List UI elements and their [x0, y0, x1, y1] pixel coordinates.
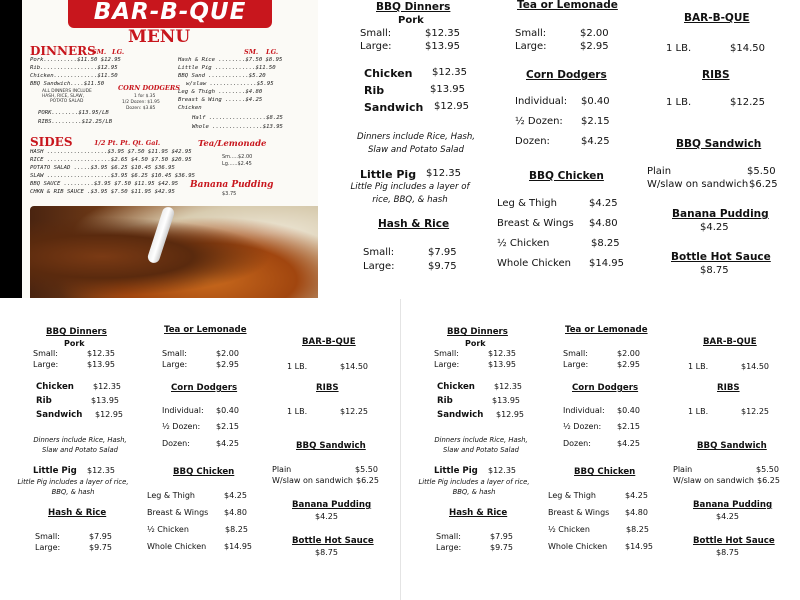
dinner-includes-note: Dinners include Rice, Hash, Slaw and Potato Salad	[434, 436, 528, 454]
sandwich-dinner-price: $12.95	[496, 410, 524, 419]
little-pig-note: Little Pig includes a layer of rice, BBQ, & hash	[17, 478, 129, 496]
board-dinner-line: Rib.................$12.95	[30, 65, 118, 71]
board-side-line: SLAW ...................$3.95 $6.25 $10.45 $36.95	[30, 173, 196, 179]
corn-row-price: $2.15	[216, 422, 239, 431]
rib-dinner-label: Rib	[364, 84, 385, 97]
banana-pudding-price: $4.25	[716, 512, 739, 521]
barbque-price: $14.50	[340, 362, 368, 371]
sandwich-dinner-label: Sandwich	[437, 410, 484, 420]
rib-dinner-price: $13.95	[91, 396, 119, 405]
pork-subtitle: Pork	[465, 339, 486, 348]
little-pig-price: $12.35	[426, 168, 461, 179]
corn-row-label: Dozen:	[515, 136, 550, 147]
chicken-row-price: $14.95	[625, 542, 653, 551]
banana-pudding-title: Banana Pudding	[292, 500, 372, 510]
pork-large-label: Large:	[360, 41, 392, 52]
barbque-weight: 1 LB.	[666, 43, 692, 54]
chicken-row-price: $4.80	[224, 508, 247, 517]
tea-large-label: Large:	[162, 360, 188, 369]
pork-small-label: Small:	[434, 349, 459, 358]
corn-row-price: $4.25	[617, 439, 640, 448]
tea-small-price: $2.00	[580, 28, 609, 39]
chicken-row-price: $4.25	[589, 198, 618, 209]
hash-large-price: $9.75	[89, 543, 112, 552]
hash-small-label: Small:	[35, 532, 60, 541]
ribs-price: $12.25	[741, 407, 769, 416]
little-pig-note: Little Pig includes a layer of rice, BBQ, & hash	[418, 478, 530, 496]
ribs-price: $12.25	[730, 97, 765, 108]
hot-sauce-price: $8.75	[716, 548, 739, 557]
hash-rice-title: Hash & Rice	[48, 508, 107, 518]
corn-row-price: $0.40	[216, 406, 239, 415]
sandwich-plain-label: Plain	[673, 465, 693, 474]
sandwich-plain-price: $5.50	[747, 166, 776, 177]
banana-pudding-title: Banana Pudding	[672, 208, 769, 220]
sandwich-slaw-label: W/slaw on sandwich	[647, 179, 749, 190]
barbque-title: BAR-B-QUE	[684, 12, 750, 24]
corn-row-price: $2.15	[581, 116, 610, 127]
board-banner	[68, 0, 272, 28]
board-sides-heading: SIDES	[30, 135, 73, 149]
pork-large-label: Large:	[434, 360, 460, 369]
chicken-row-price: $8.25	[225, 525, 248, 534]
panel-divider	[400, 299, 401, 600]
tea-small-price: $2.00	[216, 349, 239, 358]
chicken-dinner-price: $12.35	[432, 67, 467, 78]
chicken-dinner-label: Chicken	[364, 67, 413, 80]
barbque-title: BAR-B-QUE	[703, 337, 757, 347]
board-side-line: BBQ SAUCE .........$3.95 $7.50 $11.95 $42.95	[30, 181, 179, 187]
corn-row-label: ½ Dozen:	[515, 116, 563, 127]
tea-title: Tea or Lemonade	[164, 325, 247, 335]
board-side-line: CHKN & RIB SAUCE .$3.95 $7.50 $11.95 $42.95	[30, 189, 175, 195]
board-right-line: Whole ...............$13.95	[192, 124, 283, 130]
board-right-line: Leg & Thigh ........$4.80	[178, 89, 263, 95]
chicken-row-label: ½ Chicken	[497, 238, 550, 249]
sandwich-dinner-price: $12.95	[434, 101, 469, 112]
chicken-row-label: Whole Chicken	[147, 542, 207, 551]
ribs-weight: 1 LB.	[688, 407, 709, 416]
hash-rice-title: Hash & Rice	[449, 508, 508, 518]
board-pork-lb: PORK........$13.95/LB	[38, 110, 109, 116]
board-right-line: Half .................$8.25	[192, 115, 283, 121]
rib-dinner-label: Rib	[437, 396, 453, 406]
board-menu-heading: MENU	[128, 27, 191, 47]
pork-subtitle: Pork	[398, 15, 424, 26]
hot-sauce-title: Bottle Hot Sauce	[671, 251, 771, 263]
sandwich-dinner-label: Sandwich	[364, 101, 424, 114]
bbq-sandwich-title: BBQ Sandwich	[296, 441, 366, 451]
chicken-row-price: $4.25	[224, 491, 247, 500]
tea-large-label: Large:	[515, 41, 547, 52]
board-tea-line: Lg......$2.45	[222, 161, 252, 167]
hash-small-price: $7.95	[490, 532, 513, 541]
hash-large-price: $9.75	[490, 543, 513, 552]
banana-pudding-price: $4.25	[315, 512, 338, 521]
board-corn-line: 1 for $.35	[134, 94, 156, 99]
sandwich-dinner-label: Sandwich	[36, 410, 83, 420]
ribs-title: RIBS	[316, 383, 339, 393]
barbque-price: $14.50	[730, 43, 765, 54]
board-tea-line: Sm.....$2.00	[222, 154, 253, 160]
dinner-includes-note: Dinners include Rice, Hash, Slaw and Potato Salad	[33, 436, 127, 454]
chicken-row-label: ½ Chicken	[147, 525, 189, 534]
board-corn-line: Dozen: $3.85	[126, 106, 156, 111]
sandwich-slaw-price: $6.25	[356, 476, 379, 485]
board-dinners-col-lg: LG.	[112, 48, 125, 56]
chicken-row-price: $4.80	[625, 508, 648, 517]
board-dinners-heading: DINNERS	[30, 44, 96, 58]
corn-dodgers-title: Corn Dodgers	[171, 383, 238, 393]
chicken-row-price: $4.80	[589, 218, 618, 229]
tea-title: Tea or Lemonade	[565, 325, 648, 335]
corn-dodgers-title: Corn Dodgers	[572, 383, 639, 393]
board-dinner-note: ALL DINNERS INCLUDE	[42, 89, 92, 94]
hash-small-price: $7.95	[89, 532, 112, 541]
sandwich-plain-price: $5.50	[756, 465, 779, 474]
corn-row-label: ½ Dozen:	[563, 422, 602, 431]
board-dinner-line: Pork..........$11.50 $12.95	[30, 57, 121, 63]
chicken-row-label: Breast & Wings	[548, 508, 610, 517]
corn-row-price: $4.25	[581, 136, 610, 147]
tea-small-label: Small:	[563, 349, 588, 358]
chicken-row-label: ½ Chicken	[548, 525, 590, 534]
chicken-row-price: $4.25	[625, 491, 648, 500]
chicken-row-price: $8.25	[626, 525, 649, 534]
corn-row-label: ½ Dozen:	[162, 422, 201, 431]
board-banana-price: $3.75	[222, 191, 237, 197]
ribs-weight: 1 LB.	[666, 97, 692, 108]
pork-small-label: Small:	[360, 28, 392, 39]
board-dinner-line: Chicken.............$11.50	[30, 73, 118, 79]
bbq-dinners-title: BBQ Dinners	[46, 327, 107, 337]
ribs-title: RIBS	[717, 383, 740, 393]
board-banana-heading: Banana Pudding	[190, 180, 274, 190]
bbq-chicken-title: BBQ Chicken	[574, 467, 636, 477]
bbq-dinners-title: BBQ Dinners	[376, 1, 451, 13]
chicken-row-price: $8.25	[591, 238, 620, 249]
chicken-row-label: Leg & Thigh	[548, 491, 596, 500]
pork-small-price: $12.35	[87, 349, 115, 358]
tea-large-price: $2.95	[216, 360, 239, 369]
corn-row-label: Individual:	[563, 406, 605, 415]
pork-small-label: Small:	[33, 349, 58, 358]
board-dinner-note: HASH, RICE, SLAW,	[42, 94, 84, 99]
corn-row-price: $2.15	[617, 422, 640, 431]
banana-pudding-title: Banana Pudding	[693, 500, 773, 510]
tea-large-price: $2.95	[580, 41, 609, 52]
tea-small-price: $2.00	[617, 349, 640, 358]
board-right-line: Chicken	[178, 105, 202, 111]
hash-small-label: Small:	[363, 247, 395, 258]
board-tea-heading: Tea/Lemonade	[198, 139, 267, 149]
ribs-title: RIBS	[702, 69, 730, 81]
chicken-dinner-label: Chicken	[437, 382, 475, 392]
rib-dinner-price: $13.95	[430, 84, 465, 95]
sandwich-plain-price: $5.50	[355, 465, 378, 474]
pork-small-price: $12.35	[488, 349, 516, 358]
chicken-dinner-price: $12.35	[93, 382, 121, 391]
hash-rice-title: Hash & Rice	[378, 218, 450, 230]
tea-title: Tea or Lemonade	[517, 0, 618, 11]
board-dinner-line: BBQ Sandwich....$11.50	[30, 81, 105, 87]
board-sides-cols: 1/2 Pt. Pt. Qt. Gal.	[94, 139, 161, 147]
dinner-includes-note: Dinners include Rice, Hash, Slaw and Potato Salad	[356, 132, 475, 155]
board-corn-line: 1/2 Dozen: $1.95	[122, 100, 160, 105]
bbq-chicken-title: BBQ Chicken	[173, 467, 235, 477]
chicken-row-label: Breast & Wings	[497, 218, 574, 229]
chicken-row-price: $14.95	[224, 542, 252, 551]
little-pig-price: $12.35	[488, 466, 516, 475]
board-right-line: Little Pig ............$11.50	[178, 65, 276, 71]
barbque-price: $14.50	[741, 362, 769, 371]
corn-row-label: Individual:	[162, 406, 204, 415]
board-right-col-sm: SM.	[244, 48, 259, 56]
rib-dinner-label: Rib	[36, 396, 52, 406]
little-pig-label: Little Pig	[434, 466, 478, 476]
board-side-line: POTATO SALAD .....$3.95 $6.25 $10.45 $36.95	[30, 165, 175, 171]
hash-large-label: Large:	[436, 543, 462, 552]
chicken-row-price: $14.95	[589, 258, 624, 269]
chicken-row-label: Breast & Wings	[147, 508, 209, 517]
chicken-dinner-price: $12.35	[494, 382, 522, 391]
little-pig-label: Little Pig	[33, 466, 77, 476]
board-corn-dodgers-heading: CORN DODGERS	[118, 84, 180, 92]
menu-board-paper	[22, 0, 318, 298]
hot-sauce-title: Bottle Hot Sauce	[693, 536, 775, 546]
board-side-line: RICE ...................$2.65 $4.50 $7.50 $20.95	[30, 157, 192, 163]
board-right-line: BBQ Sand ............$5.20	[178, 73, 266, 79]
pork-large-label: Large:	[33, 360, 59, 369]
hot-sauce-price: $8.75	[700, 265, 729, 276]
board-right-line: Hash & Rice ........$7.50 $8.95	[178, 57, 283, 63]
pork-large-price: $13.95	[425, 41, 460, 52]
hash-large-label: Large:	[363, 261, 395, 272]
board-ribs-lb: RIBS.........$12.25/LB	[38, 119, 113, 125]
ribs-price: $12.25	[340, 407, 368, 416]
tea-small-label: Small:	[515, 28, 547, 39]
corn-row-label: Dozen:	[563, 439, 591, 448]
banana-pudding-price: $4.25	[700, 222, 729, 233]
barbque-weight: 1 LB.	[287, 362, 308, 371]
chicken-row-label: Leg & Thigh	[497, 198, 557, 209]
rib-dinner-price: $13.95	[492, 396, 520, 405]
bbq-sandwich-title: BBQ Sandwich	[676, 138, 762, 150]
board-dinner-note: POTATO SALAD	[50, 99, 84, 104]
tea-large-price: $2.95	[617, 360, 640, 369]
corn-row-label: Dozen:	[162, 439, 190, 448]
ribs-weight: 1 LB.	[287, 407, 308, 416]
little-pig-note: Little Pig includes a layer of rice, BBQ, & hash	[350, 182, 470, 205]
chicken-row-label: Whole Chicken	[497, 258, 571, 269]
bbq-chicken-title: BBQ Chicken	[529, 170, 604, 182]
pork-large-price: $13.95	[488, 360, 516, 369]
chicken-row-label: Leg & Thigh	[147, 491, 195, 500]
corn-row-price: $4.25	[216, 439, 239, 448]
sandwich-slaw-label: W/slaw on sandwich	[272, 476, 353, 485]
sandwich-dinner-price: $12.95	[95, 410, 123, 419]
chicken-dinner-label: Chicken	[36, 382, 74, 392]
sandwich-plain-label: Plain	[647, 166, 672, 177]
hash-small-label: Small:	[436, 532, 461, 541]
pork-small-price: $12.35	[425, 28, 460, 39]
corn-dodgers-title: Corn Dodgers	[526, 69, 607, 81]
hash-large-price: $9.75	[428, 261, 457, 272]
sandwich-slaw-price: $6.25	[749, 179, 778, 190]
hash-large-label: Large:	[35, 543, 61, 552]
bbq-food-photo	[30, 206, 318, 298]
hot-sauce-title: Bottle Hot Sauce	[292, 536, 374, 546]
menu-board-photo	[0, 0, 318, 298]
board-title: BAR-B-QUE	[93, 0, 247, 25]
board-right-line: w/slaw ..............$5.95	[186, 81, 274, 87]
hash-small-price: $7.95	[428, 247, 457, 258]
pork-large-price: $13.95	[87, 360, 115, 369]
sandwich-slaw-price: $6.25	[757, 476, 780, 485]
little-pig-price: $12.35	[87, 466, 115, 475]
corn-row-label: Individual:	[515, 96, 568, 107]
sandwich-slaw-label: W/slaw on sandwich	[673, 476, 754, 485]
board-right-col-lg: LG.	[266, 48, 279, 56]
corn-row-price: $0.40	[581, 96, 610, 107]
barbque-weight: 1 LB.	[688, 362, 709, 371]
bbq-dinners-title: BBQ Dinners	[447, 327, 508, 337]
corn-row-price: $0.40	[617, 406, 640, 415]
chicken-row-label: Whole Chicken	[548, 542, 608, 551]
tea-large-label: Large:	[563, 360, 589, 369]
board-side-line: HASH ..................$3.95 $7.50 $11.95 $42.95	[30, 149, 192, 155]
sandwich-plain-label: Plain	[272, 465, 292, 474]
bbq-sandwich-title: BBQ Sandwich	[697, 441, 767, 451]
barbque-title: BAR-B-QUE	[302, 337, 356, 347]
board-right-line: Breast & Wing ......$4.25	[178, 97, 263, 103]
hot-sauce-price: $8.75	[315, 548, 338, 557]
board-dinners-col-sm: SM.	[92, 48, 107, 56]
pork-subtitle: Pork	[64, 339, 85, 348]
tea-small-label: Small:	[162, 349, 187, 358]
little-pig-label: Little Pig	[360, 168, 417, 181]
